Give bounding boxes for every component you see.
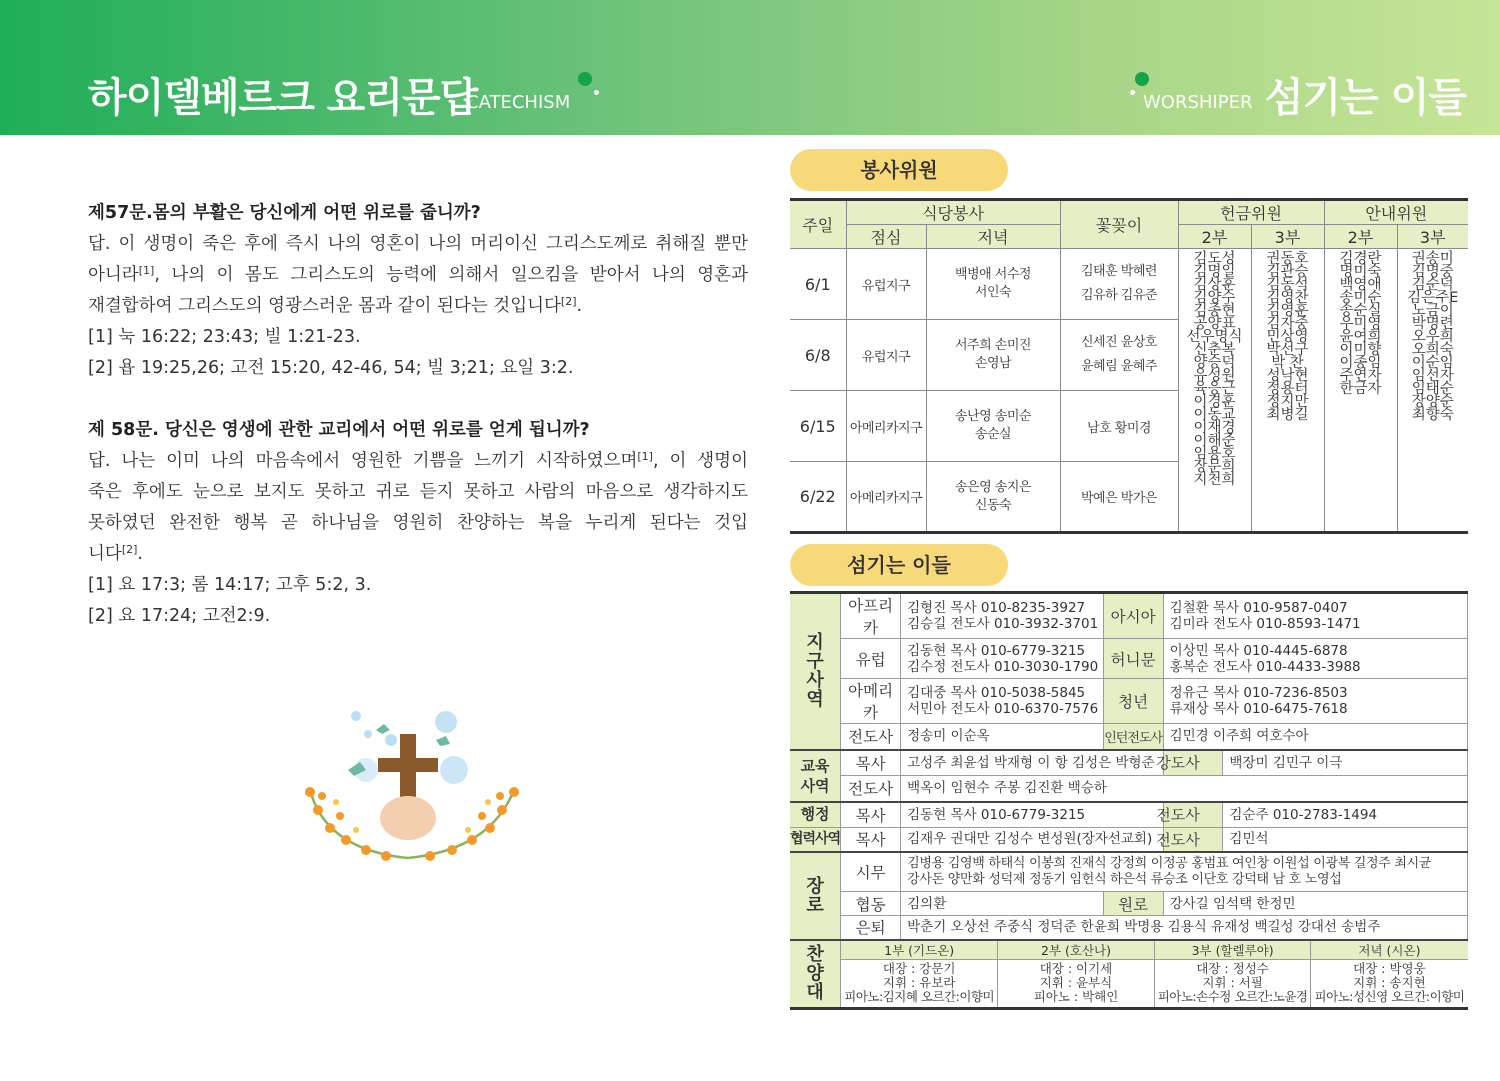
flower-cell: 김태훈 박혜련 김유하 김유준 [1060,249,1178,320]
q58-answer-line: 답. 나는 이미 나의 마음속에서 영원한 기쁨을 느끼기 시작하였으며[1], 이 생명이 [88,450,748,471]
vertical-label-part: 교육 [800,756,830,775]
active-elder-value: 김병용 김영백 하태식 이봉희 진재식 강정희 이정공 홍범표 여인창 이원섭 이광복 길정주 최시균 강사돈 양만화 성덕제 정동기 임헌식 하은석 류승조 이단호 강덕태 남 호 노영섭 [901,852,1468,892]
edu-evangelist-value: 백옥이 임현수 주봉 김진환 백승하 [901,776,1468,802]
volunteers-section-title: 봉사위원 [790,149,1008,191]
col-dinner: 저녁 [926,225,1060,249]
asia-label: 아시아 [1103,593,1163,639]
intern-value: 김민경 이주희 여호수아 [1163,724,1467,750]
offering-3-names [1251,249,1324,533]
usher-3-name: 오희숙 [1411,342,1454,358]
header-banner [0,0,1500,135]
usher-3-name: 김은주E [1407,290,1459,306]
q58-reference: [2] 요 17:24; 고전2:9. [88,606,271,626]
coop-evangelist-value: 김민석 [1223,828,1468,852]
choir-staff: 대장 : 강문기 지휘 : 유보라 피아노:김지혜 오르간:이향미 [841,959,998,1007]
youth-value: 정유근 목사 010-7236-8503 류재상 목사 010-6475-7618 [1163,679,1467,724]
q57-reference: [2] 욥 19:25,26; 고전 15:20, 42-46, 54; 빌 3;21; 요일 3:2. [88,358,574,378]
usher-2-name: 한금자 [1339,381,1382,397]
choir-grid [841,940,1468,1009]
offering-3-name: 권동호 [1266,251,1309,267]
catechism-subtitle: CATECHISM [466,92,571,113]
vertical-label-text [790,633,840,709]
offering-2-name: 선우명식 [1186,329,1243,345]
catechism-title: 하이델베르크 요리문답 [88,75,478,121]
vertical-label-part: 사역 [800,776,830,795]
usher-3-name: 최향숙 [1411,407,1454,423]
vertical-label-char: 찬 [806,944,824,966]
usher-2-name: 주연자 [1339,368,1382,384]
offering-3-name: 박 찬 [1271,355,1304,371]
retired-elder-label: 은퇴 [841,916,901,940]
usher-3-name: 장양순 [1411,394,1454,410]
offering-2-name: 유성원 [1193,368,1236,384]
servants-section-title: 섬기는 이들 [790,544,1008,586]
offering-2-name: 공양표 [1193,316,1236,332]
usher-2-name: 김경란 [1339,251,1382,267]
education-label [790,750,841,802]
offering-2-name: 김도성 [1193,251,1236,267]
col-usher-2: 2부 [1324,225,1397,249]
col-meal: 식당봉사 [846,200,1060,225]
q57-answer-line: 아니라[1], 나의 이 몸도 그리스도의 능력에 의해서 일으킴을 받아서 나의 영혼과 [88,264,748,285]
catechism-q57 [88,198,748,384]
admin-evangelist-value: 김순주 010-2783-1494 [1223,802,1468,828]
edu-evangelist-label: 전도사 [841,776,901,802]
usher-3-name: 박명련 [1411,316,1454,332]
dinner-cell: 송은영 송지은 신동숙 [926,462,1060,533]
col-lunch: 점심 [846,225,926,249]
usher-2-name: 윤여희 [1339,329,1382,345]
lecturer-label: 강도사 [1163,750,1223,776]
choir-table [841,941,1467,1008]
choir-name: 2부 (호산나) [998,941,1155,960]
flower-cell: 신세진 윤상호 윤혜림 윤혜주 [1060,320,1178,391]
q58-question: 제 58문. 당신은 영생에 관한 교리에서 어떤 위로를 얻게 됩니까? [88,420,590,440]
usher-3-name: 오우희 [1411,329,1454,345]
dinner-cell: 서주희 손미진 손영남 [926,320,1060,391]
honeymoon-value: 이상민 목사 010-4445-6878 홍복순 전도사 010-4433-3988 [1163,639,1467,679]
offering-2-names [1178,249,1251,533]
usher-3-name: 김순덕 [1411,277,1454,293]
vertical-label-char: 양 [806,963,824,985]
col-usher-3: 3부 [1397,225,1468,249]
vertical-label-char: 장 [806,875,824,897]
europe-label: 유럽 [841,639,901,679]
vertical-label-char: 역 [806,689,824,711]
offering-2-name: 김명일 [1193,264,1236,280]
footnote-mark: [2] [560,295,577,308]
admin-pastor-label: 목사 [841,802,901,828]
africa-label: 아프리카 [841,593,901,639]
senior-elder-label: 원로 [1103,892,1163,916]
lunch-cell: 유럽지구 [846,320,926,391]
q57-question: 제57문.몸의 부활은 당신에게 어떤 위로를 줍니까? [88,203,481,223]
usher-3-name: 권송미 [1411,251,1454,267]
worshiper-title: 섬기는 이들 [1264,75,1466,121]
offering-2-name: 장문희 [1193,459,1236,475]
usher-2-name: 명미숙 [1339,264,1382,280]
choir-staff: 대장 : 박영웅 지휘 : 송지현 피아노:성신영 오르간:이향미 [1314,961,1465,1005]
coop-pastor-label: 목사 [841,828,901,852]
q58-reference: [1] 요 17:3; 롬 14:17; 고후 5:2, 3. [88,575,372,595]
usher-3-name: 김명중 [1411,264,1454,280]
america-value: 김대중 목사 010-5038-5845 서민아 전도사 010-6370-7576 [901,679,1104,724]
europe-value: 김동현 목사 010-6779-3215 김수정 전도사 010-3030-1790 [901,639,1104,679]
cross-illustration [296,700,528,865]
vertical-label-char: 로 [806,894,824,916]
assoc-elder-label: 협동 [841,892,901,916]
vertical-label-char: 구 [806,651,824,673]
dinner-cell: 백병애 서수정 서인숙 [926,249,1060,320]
admin-label: 행정 [790,802,841,828]
week-date: 6/1 [790,249,846,320]
q58-answer-line: 못하였던 완전한 행복 곧 하나님을 영원히 찬양하는 복을 누리게 된다는 것입 [88,513,748,533]
lecturer-value: 백장미 김민구 이극 [1223,750,1468,776]
offering-2-name: 이재경 [1193,420,1236,436]
choir-label [790,940,841,1009]
vertical-label-char: 지 [806,632,824,654]
offering-3-name: 정지만 [1266,394,1309,410]
week-date: 6/15 [790,391,846,462]
usher-3-name: 임태순 [1411,381,1454,397]
offering-3-name: 최병길 [1266,407,1309,423]
col-offering-2: 2부 [1178,225,1251,249]
offering-3-name: 민상영 [1266,329,1309,345]
choir-staff: 대장 : 정성수 지휘 : 서필 피아노:손수정 오르간:노윤경 [1154,959,1311,1007]
offering-2-name: 김종현 [1193,303,1236,319]
district-evangelist-label: 전도사 [841,724,901,750]
col-offering-3: 3부 [1251,225,1324,249]
col-offering: 헌금위원 [1178,200,1324,225]
usher-3-name: 노금이 [1411,303,1454,319]
coop-label: 협력사역 [790,828,841,852]
dot-icon [578,72,592,86]
elder-label [790,852,841,940]
lunch-cell: 아메리카지구 [846,462,926,533]
volunteers-table [790,198,1468,534]
offering-2-name: 육응근 [1193,381,1236,397]
q57-answer-line: 답. 이 생명이 죽은 후에 즉시 나의 영혼이 나의 머리이신 그리스도께로 취해질 뿐만 [88,234,748,254]
youth-label: 청년 [1103,679,1163,724]
asia-value: 김철환 목사 010-9587-0407 김미라 전도사 010-8593-1471 [1163,593,1467,639]
choir-name: 1부 (기드온) [841,941,998,960]
assoc-elder-value: 김의환 [901,892,1104,916]
col-week: 주일 [790,200,846,249]
edu-pastor-label: 목사 [841,750,901,776]
choir-name: 저녁 (시온) [1311,941,1468,960]
honeymoon-label: 허니문 [1103,639,1163,679]
offering-3-name: 박선구 [1266,342,1309,358]
edu-pastor-value: 고성주 최윤섭 박재형 이 항 김성은 박형준 [901,750,1163,776]
offering-3-name: 김동석 [1266,277,1309,293]
offering-2-name: 신춘복 [1193,342,1236,358]
offering-2-name: 지천희 [1193,472,1236,488]
coop-pastor-value: 김재우 권대만 김성수 변성원(장자선교회) [901,828,1163,852]
usher-2-name: 이미향 [1339,342,1382,358]
week-date: 6/8 [790,320,846,391]
vertical-label-char: 사 [806,670,824,692]
catechism-q58 [88,415,748,632]
america-label: 아메리카 [841,679,901,724]
dinner-cell: 송난영 송미순 송순실 [926,391,1060,462]
africa-value: 김형진 목사 010-8235-3927 김승길 전도사 010-3932-3701 [901,593,1104,639]
usher-3-name: 임선자 [1411,368,1454,384]
coop-evangelist-label: 전도사 [1163,828,1223,852]
flower-cell: 박예은 박가은 [1060,462,1178,533]
usher-2-names [1324,249,1397,533]
usher-2-name: 백영애 [1339,277,1382,293]
active-elder-label: 시무 [841,852,901,892]
vertical-label-text [790,877,840,915]
dot-icon [1130,90,1135,95]
retired-elder-value: 박춘기 오상선 주중식 정덕준 한윤희 박명용 김용식 유재성 백길성 강대선 송범주 [901,916,1468,940]
choir-name: 3부 (할렐루야) [1154,941,1311,960]
offering-3-name: 정용터 [1266,381,1309,397]
footnote-mark: [2] [121,543,138,556]
offering-3-name: 김관승 [1266,264,1309,280]
offering-2-name: 이해준 [1193,433,1236,449]
admin-evangelist-label: 전도사 [1163,802,1223,828]
lunch-cell: 유럽지구 [846,249,926,320]
offering-2-name: 이동교 [1193,407,1236,423]
offering-3-name: 김영찬 [1266,290,1309,306]
usher-3-names [1397,249,1468,533]
footnote-mark: [1] [637,450,653,463]
usher-2-name: 우미영 [1339,316,1382,332]
vertical-label-char: 대 [806,982,824,1004]
offering-2-name: 김양수 [1193,290,1236,306]
q57-reference: [1] 눅 16:22; 23:43; 빌 1:21-23. [88,327,361,347]
dot-icon [594,90,599,95]
offering-3-name: 김영훈 [1266,303,1309,319]
offering-3-name: 성낙현 [1266,368,1309,384]
servants-table [790,591,1468,1010]
q57-answer-line: 재결합하여 그리스도의 영광스러운 몸과 같이 된다는 것입니다[2]. [88,295,583,316]
usher-3-name: 이순임 [1411,355,1454,371]
offering-2-name: 김상훈 [1193,277,1236,293]
senior-elder-value: 강사길 임석택 한정민 [1163,892,1467,916]
flower-cell: 남호 황미경 [1060,391,1178,462]
col-flower: 꽃꽂이 [1060,200,1178,249]
usher-2-name: 송순실 [1339,303,1382,319]
offering-2-name: 이경훈 [1193,394,1236,410]
offering-2-name: 임용호 [1193,446,1236,462]
week-date: 6/22 [790,462,846,533]
q58-answer-line: 죽은 후에도 눈으로 보지도 못하고 귀로 듣지 못하고 사람의 마음으로 생각하지도 [88,482,748,502]
col-usher: 안내위원 [1324,200,1468,225]
usher-2-name: 송미순 [1339,290,1382,306]
footnote-mark: [1] [138,264,155,277]
offering-3-name: 김자중 [1266,316,1309,332]
district-evangelist-value: 정송미 이순옥 [901,724,1104,750]
dot-icon [1135,72,1149,86]
intern-label: 인턴전도사 [1103,724,1163,750]
q58-answer-line: 니다[2]. [88,543,143,564]
worshiper-subtitle: WORSHIPER [1143,92,1253,113]
district-label [790,593,841,750]
vertical-label-text [790,945,840,1002]
lunch-cell: 아메리카지구 [846,391,926,462]
usher-2-name: 이종임 [1339,355,1382,371]
offering-2-name: 양승덕 [1193,355,1236,371]
admin-pastor-value: 김동현 목사 010-6779-3215 [901,802,1163,828]
choir-staff: 대장 : 이기세 지휘 : 윤부식 피아노 : 박해인 [998,959,1155,1007]
vertical-label-text [790,756,840,796]
